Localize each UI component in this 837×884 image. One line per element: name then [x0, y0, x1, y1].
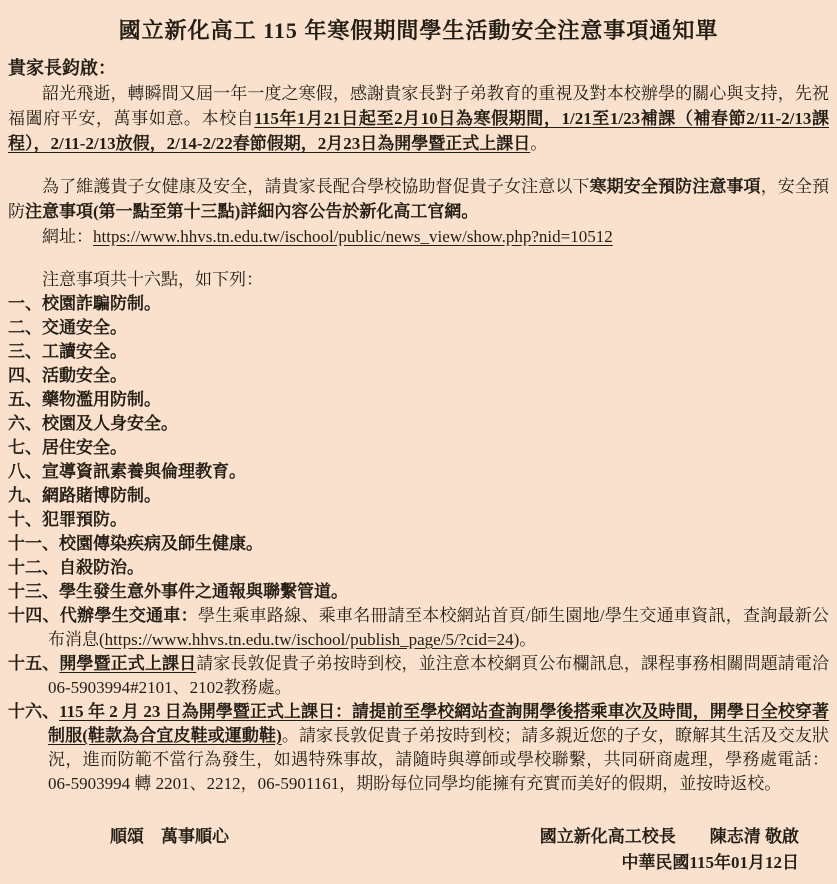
item-text: 請家長敦促貴子弟按時到校，並注意本校網頁公布欄訊息，課程事務相關問題請電洽06-5903994#2101、2102教務處。: [48, 654, 830, 697]
signature: 國立新化高工校長 陳志清 敬啟: [539, 827, 799, 846]
item-text: 工讀安全。: [42, 342, 127, 361]
item-number: 十五、: [8, 654, 60, 673]
item-text: 居住安全。: [42, 438, 127, 457]
date-line: 中華民國115年01月12日: [621, 853, 799, 872]
list-item-7: [8, 436, 829, 460]
item-emphasis: 115 年 2 月 23 日為開學暨正式上課日：請提前至學校網站查詢開學後搭乘車次及時間，開學日全校穿著制服(鞋款為合宜皮鞋或運動鞋): [48, 702, 830, 745]
item-number: 八、: [8, 462, 42, 481]
opening-text: 韶光飛逝，轉瞬間又屆一年一度之寒假，感謝貴家長對子弟教育的重視及對本校辦學的關心與支持，先祝福闔府平安，萬事如意。本校自: [8, 84, 829, 128]
list-item-8: [8, 460, 829, 484]
official-site-line: [8, 224, 829, 249]
item-text: 校園詐騙防制。: [42, 294, 161, 313]
item-text: 犯罪預防。: [42, 510, 127, 529]
closing-blessing: 順頌 萬事順心: [110, 827, 229, 846]
safety-emphasis-1: 寒期安全預防注意事項: [589, 177, 761, 196]
list-item-6: [8, 412, 829, 436]
safety-text-2: ，安全預防: [8, 177, 830, 221]
list-item-5: [8, 388, 829, 412]
item-number: 六、: [8, 414, 42, 433]
news-url-link[interactable]: https://www.hhvs.tn.edu.tw/ischool/public/news_view/show.php?nid=10512: [93, 227, 613, 246]
item-number: 十六、: [8, 702, 60, 721]
closing-row: [8, 824, 829, 850]
bus-info-url-link[interactable]: https://www.hhvs.tn.edu.tw/ischool/publish_page/5/?cid=24: [104, 630, 514, 649]
opening-period: 。: [530, 134, 548, 153]
item-number: 九、: [8, 486, 42, 505]
list-item-3: [8, 340, 829, 364]
item-text: 藥物濫用防制。: [42, 390, 161, 409]
list-item-10: [8, 508, 829, 532]
item-text: 學生發生意外事件之通報與聯繫管道。: [59, 582, 348, 601]
list-item-14: [8, 604, 829, 652]
item-text: 宣導資訊素養與倫理教育。: [42, 462, 246, 481]
list-item-12: [8, 556, 829, 580]
item-text: 活動安全。: [42, 366, 127, 385]
item-number: 十三、: [8, 582, 59, 601]
item-number: 十二、: [8, 558, 59, 577]
item-text: 網路賭博防制。: [42, 486, 161, 505]
salutation: 貴家長鈞啟：: [8, 58, 116, 78]
item-number: 二、: [8, 318, 42, 337]
list-item-1: [8, 292, 829, 316]
item-text: 校園及人身安全。: [42, 414, 178, 433]
safety-text: 為了維護貴子女健康及安全，請貴家長配合學校協助督促貴子女注意以下: [42, 177, 590, 196]
item-number: 十、: [8, 510, 42, 529]
page-title: 國立新化高工 115 年寒假期間學生活動安全注意事項通知單: [118, 18, 719, 43]
list-item-2: [8, 316, 829, 340]
paragraph-safety: [8, 174, 829, 224]
list-item-16: [8, 700, 829, 796]
item-number: 一、: [8, 294, 42, 313]
item-text: 交通安全。: [42, 318, 127, 337]
item-number: 十一、: [8, 534, 59, 553]
list-item-13: [8, 580, 829, 604]
item-text: 學生乘車路線、乘車名冊請至本校網站首頁/師生園地/學生交通車資訊，查詢最新公布消息(: [48, 606, 830, 649]
item-text: 校園傳染疾病及師生健康。: [59, 534, 263, 553]
item-text-tail: )。: [513, 630, 537, 649]
item-number: 七、: [8, 438, 42, 457]
list-intro: 注意事項共十六點，如下列：: [42, 270, 263, 289]
item-text: 。請家長敦促貴子弟按時到校；請多親近您的子女，瞭解其生活及交友狀況，進而防範不當行為發生，如遇特殊事故，請隨時與導師或學校聯繫，共同研商處理，學務處電話：06-5903994 轉 2201、2212，06-5901161，期盼每位同學均能擁有充實而美好的假期，並按時返校。: [48, 726, 829, 793]
item-text: 自殺防治。: [59, 558, 144, 577]
safety-emphasis-2: 注意事項(第一點至第十三點)詳細內容公告於新化高工官網。: [25, 202, 479, 221]
paragraph-opening: [8, 81, 829, 156]
item-emphasis: 開學暨正式上課日: [59, 654, 197, 673]
vacation-dates-emphasis: 115年1月21日起至2月10日為寒假期間，1/21至1/23補課（補春節2/11-2/13課程），2/11-2/13放假，2/14-2/22春節假期，2月23日為開學暨正式上課日: [8, 109, 829, 153]
item-number: 四、: [8, 366, 42, 385]
url-label: 網址：: [42, 227, 93, 246]
list-item-11: [8, 532, 829, 556]
list-item-4: [8, 364, 829, 388]
notice-list: [8, 292, 829, 796]
item-number: 十四、: [8, 606, 60, 625]
item-number: 三、: [8, 342, 42, 361]
item-label: 代辦學生交通車：: [59, 606, 198, 625]
item-number: 五、: [8, 390, 42, 409]
list-item-15: [8, 652, 829, 700]
list-item-9: [8, 484, 829, 508]
